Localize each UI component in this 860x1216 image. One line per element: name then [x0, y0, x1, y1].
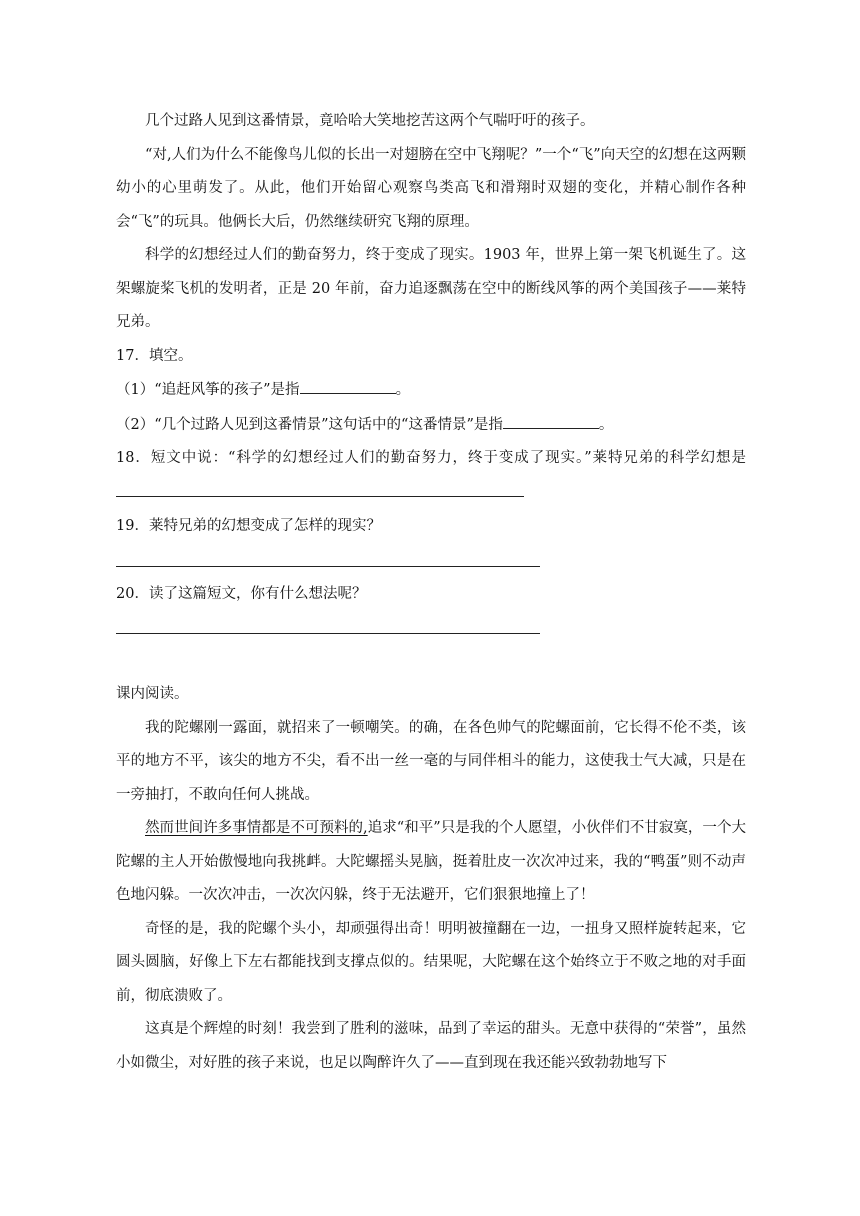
- passage-paragraph-2: “对,人们为什么不能像鸟儿似的长出一对翅膀在空中飞翔呢？”一个“飞”向天空的幻想在这两颗幼小的心里萌发了。从此，他们开始留心观察鸟类高飞和滑翔时双翅的变化，并精心制作各种会“飞”的玩具。他俩长大后，仍然继续研究飞翔的原理。: [116, 146, 746, 230]
- question-19: 19．莱特兄弟的幻想变成了怎样的现实？: [116, 518, 381, 534]
- passage-paragraph-1: 几个过路人见到这番情景，竟哈哈大笑地挖苦这两个气喘吁吁的孩子。: [145, 113, 595, 129]
- answer-line-19[interactable]: [116, 544, 540, 567]
- question-17-1-text: （1）“追赶风筝的孩子”是指: [116, 382, 300, 398]
- answer-blank-18[interactable]: [116, 476, 524, 497]
- question-17-2-end: 。: [598, 416, 614, 433]
- reading-paragraph-2-rest: 追求“和平”只是我的个人愿望，小伙伴们不甘寂寞，一个大陀螺的主人开始傲慢地向我挑衅。大陀螺摇头晃脑，挺着肚皮一次次冲过来，我的“鸭蛋”则不动声色地闪躲。一次次冲击，一次次闪躲，终于无法避开，它们狠狠地撞上了！: [116, 820, 746, 903]
- reading-paragraph-3: 奇怪的是，我的陀螺个头小，却顽强得出奇！明明被撞翻在一边，一扭身又照样旋转起来，它圆头圆脑，好像上下左右都能找到支撑点似的。结果呢，大陀螺在这个始终立于不败之地的对手面前，彻底溃败了。: [116, 920, 746, 1004]
- question-17-2-text: （2）“几个过路人见到这番情景”这句话中的“这番情景”是指: [116, 416, 503, 433]
- underlined-sentence: 然而世间许多事情都是不可预料的,: [145, 820, 368, 836]
- document-content: [116, 105, 746, 1080]
- reading-paragraph-2: [116, 812, 746, 913]
- question-20: 20．读了这篇短文，你有什么想法呢？: [116, 585, 367, 602]
- section-heading: 课内阅读。: [116, 686, 189, 702]
- question-17: 17．填空。: [116, 347, 193, 364]
- question-17-1-end: 。: [395, 382, 411, 398]
- question-18-text: 18．短文中说：“科学的幻想经过人们的勤奋努力，终于变成了现实。”莱特兄弟的科学幻想是: [116, 450, 746, 466]
- answer-blank-17-1[interactable]: [300, 373, 396, 394]
- section-gap: [116, 645, 746, 678]
- passage-paragraph-3: 科学的幻想经过人们的勤奋努力，终于变成了现实。1903 年，世界上第一架飞机诞生了。这架螺旋桨飞机的发明者，正是 20 年前，奋力追逐飘荡在空中的断线风筝的两个美国孩子——莱特兄弟。: [116, 247, 746, 330]
- question-17-1: [116, 373, 746, 408]
- question-18: [116, 442, 746, 510]
- reading-paragraph-4: 这真是个辉煌的时刻！我尝到了胜利的滋味，品到了幸运的甜头。无意中获得的“荣誉”，虽然小如微尘，对好胜的孩子来说，也足以陶醉许久了——直到现在我还能兴致勃勃地写下: [116, 1021, 746, 1071]
- answer-blank-17-2[interactable]: [503, 408, 599, 429]
- question-17-2: [116, 408, 746, 443]
- reading-paragraph-1: 我的陀螺刚一露面，就招来了一顿嘲笑。的确，在各色帅气的陀螺面前，它长得不伦不类，该平的地方不平，该尖的地方不尖，看不出一丝一毫的与同伴相斗的能力，这使我士气大减，只是在一旁抽打，不敢向任何人挑战。: [116, 719, 746, 803]
- answer-line-20[interactable]: [116, 611, 540, 634]
